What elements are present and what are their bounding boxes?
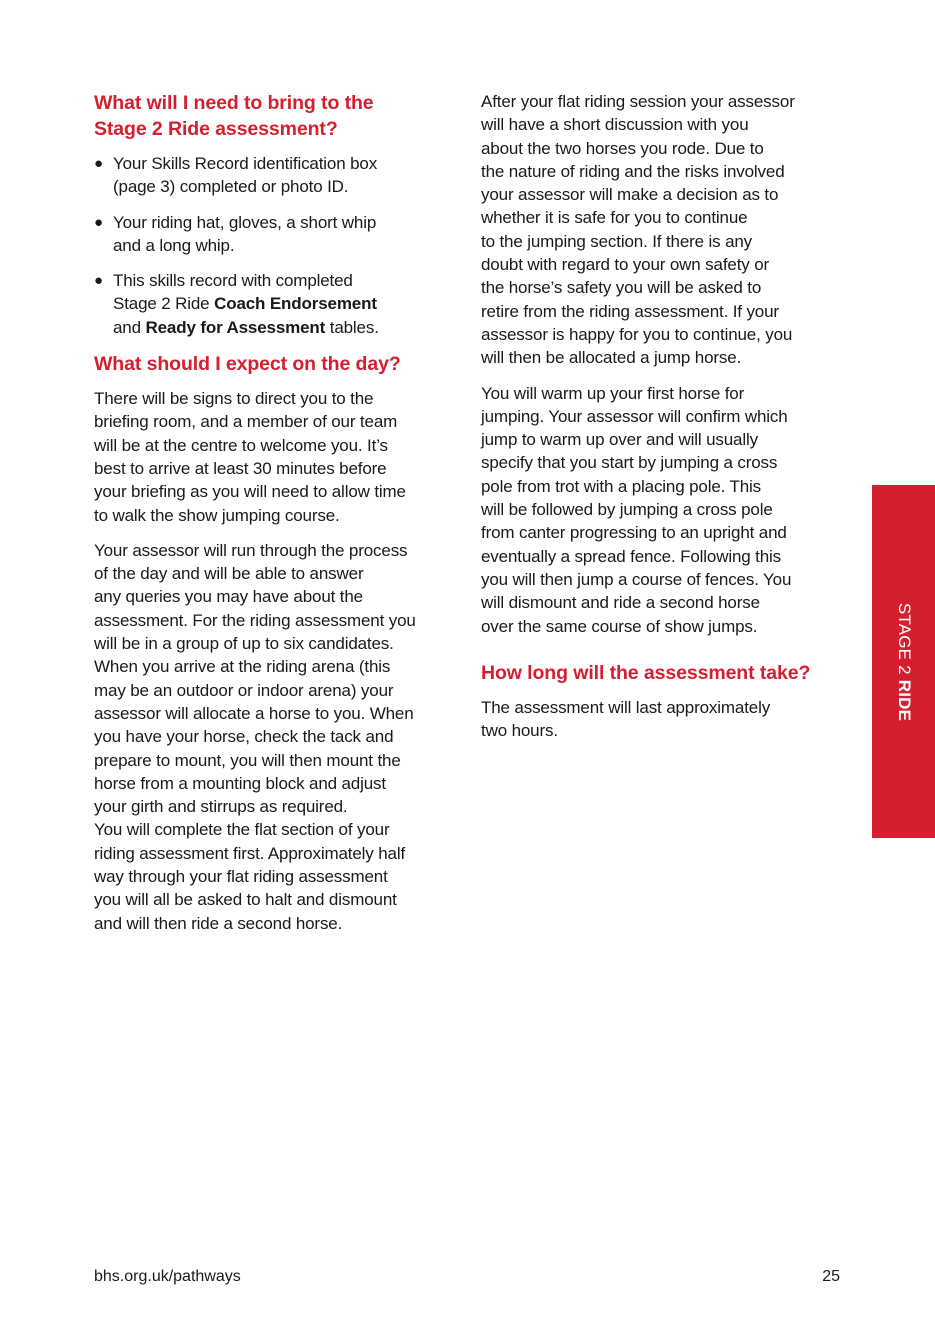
- list-item-text: [113, 316, 464, 339]
- text-line: from canter progressing to an upright and: [481, 523, 787, 543]
- text-line: There will be signs to direct you to the: [94, 389, 374, 409]
- list-item-text: and a long whip.: [113, 235, 235, 255]
- side-tab-label-bold: RIDE: [894, 679, 914, 721]
- text-line: specify that you start by jumping a cross: [481, 453, 778, 473]
- bullet-icon: ●: [94, 272, 103, 290]
- list-item-text-regular: Stage 2 Ride: [113, 294, 215, 314]
- text-line: two hours.: [481, 721, 558, 741]
- text-line: You will complete the flat section of your: [94, 820, 390, 840]
- footer-url: bhs.org.uk/pathways: [94, 1268, 241, 1285]
- heading-how-long: How long will the assessment take?: [481, 661, 811, 684]
- text-line: whether it is safe for you to continue: [481, 208, 748, 228]
- paragraph-jumping: [481, 382, 851, 638]
- side-tab-label: [894, 602, 914, 720]
- text-line: will have a short discussion with you: [481, 115, 749, 135]
- text-line: When you arrive at the riding arena (this: [94, 657, 391, 677]
- list-item-text: [113, 292, 464, 315]
- text-line: jumping. Your assessor will confirm which: [481, 406, 788, 426]
- bullet-icon: ●: [94, 155, 103, 172]
- list-item-text-regular: tables.: [325, 317, 379, 337]
- list-item-text: (page 3) completed or photo ID.: [113, 177, 349, 197]
- paragraph-duration: [481, 696, 851, 743]
- list-item-text-regular: and: [113, 317, 146, 337]
- coach-endorsement-emphasis: Coach Endorsement: [214, 294, 377, 314]
- text-line: will then be allocated a jump horse.: [481, 348, 742, 368]
- left-column: [94, 90, 464, 947]
- text-line: briefing room, and a member of our team: [94, 412, 398, 432]
- text-line: doubt with regard to your own safety or: [481, 255, 770, 275]
- text-line: of the day and will be able to answer: [94, 564, 364, 584]
- text-line: way through your flat riding assessment: [94, 867, 388, 887]
- text-line: you will then jump a course of fences. You: [481, 569, 792, 589]
- heading-line: What will I need to bring to the: [94, 92, 374, 114]
- text-line: and will then ride a second horse.: [94, 913, 343, 933]
- bring-list-item: [94, 152, 464, 199]
- text-line: assessor will allocate a horse to you. When: [94, 703, 414, 723]
- paragraph-arrival: [94, 387, 464, 527]
- text-line: any queries you may have about the: [94, 587, 363, 607]
- text-line: will dismount and ride a second horse: [481, 593, 760, 613]
- list-item-text: Your Skills Record identification box: [113, 154, 378, 173]
- text-line: assessor is happy for you to continue, you: [481, 324, 793, 344]
- text-line: assessment. For the riding assessment you: [94, 610, 416, 630]
- text-line: to walk the show jumping course.: [94, 505, 340, 525]
- text-line: prepare to mount, you will then mount the: [94, 750, 401, 770]
- text-line: will be followed by jumping a cross pole: [481, 500, 773, 520]
- section-side-tab: [872, 485, 935, 838]
- text-line: your briefing as you will need to allow time: [94, 482, 406, 502]
- text-line: the horse’s safety you will be asked to: [481, 278, 762, 298]
- text-line: best to arrive at least 30 minutes before: [94, 458, 387, 478]
- text-line: retire from the riding assessment. If your: [481, 301, 779, 321]
- text-line: about the two horses you rode. Due to: [481, 138, 764, 158]
- text-line: you will all be asked to halt and dismount: [94, 890, 397, 910]
- text-line: will be in a group of up to six candidates.: [94, 634, 394, 654]
- text-line: riding assessment first. Approximately half: [94, 843, 406, 863]
- text-line: to the jumping section. If there is any: [481, 231, 753, 251]
- text-line: over the same course of show jumps.: [481, 616, 758, 636]
- paragraph-process: [94, 539, 464, 935]
- text-line: your girth and stirrups as required.: [94, 797, 348, 817]
- heading-what-to-expect: What should I expect on the day?: [94, 353, 401, 376]
- text-line: eventually a spread fence. Following this: [481, 546, 782, 566]
- list-item-text: Your riding hat, gloves, a short whip: [113, 212, 377, 232]
- text-line: the nature of riding and the risks involved: [481, 161, 785, 181]
- text-line: Your assessor will run through the process: [94, 540, 408, 560]
- side-tab-label-regular: STAGE 2: [894, 602, 914, 680]
- text-line: horse from a mounting block and adjust: [94, 773, 386, 793]
- list-item-text: This skills record with completed: [113, 271, 353, 291]
- text-line: You will warm up your first horse for: [481, 383, 745, 403]
- bring-list-item: [94, 269, 464, 339]
- right-column: [481, 90, 851, 754]
- text-line: After your flat riding session your assessor: [481, 92, 795, 111]
- text-line: pole from trot with a placing pole. This: [481, 476, 761, 496]
- bullet-icon: ●: [94, 213, 103, 231]
- text-line: your assessor will make a decision as to: [481, 185, 779, 205]
- heading-line: Stage 2 Ride assessment?: [94, 118, 338, 140]
- page-number: 25: [822, 1268, 840, 1285]
- bring-list: [94, 152, 464, 339]
- bring-list-item: [94, 211, 464, 258]
- paragraph-after-flat: [481, 90, 851, 370]
- text-line: you have your horse, check the tack and: [94, 727, 394, 747]
- text-line: jump to warm up over and will usually: [481, 430, 758, 450]
- text-line: The assessment will last approximately: [481, 697, 771, 717]
- heading-what-to-bring: [94, 90, 464, 142]
- text-line: will be at the centre to welcome you. It’s: [94, 435, 388, 455]
- ready-for-assessment-emphasis: Ready for Assessment: [145, 317, 326, 337]
- text-line: may be an outdoor or indoor arena) your: [94, 680, 394, 700]
